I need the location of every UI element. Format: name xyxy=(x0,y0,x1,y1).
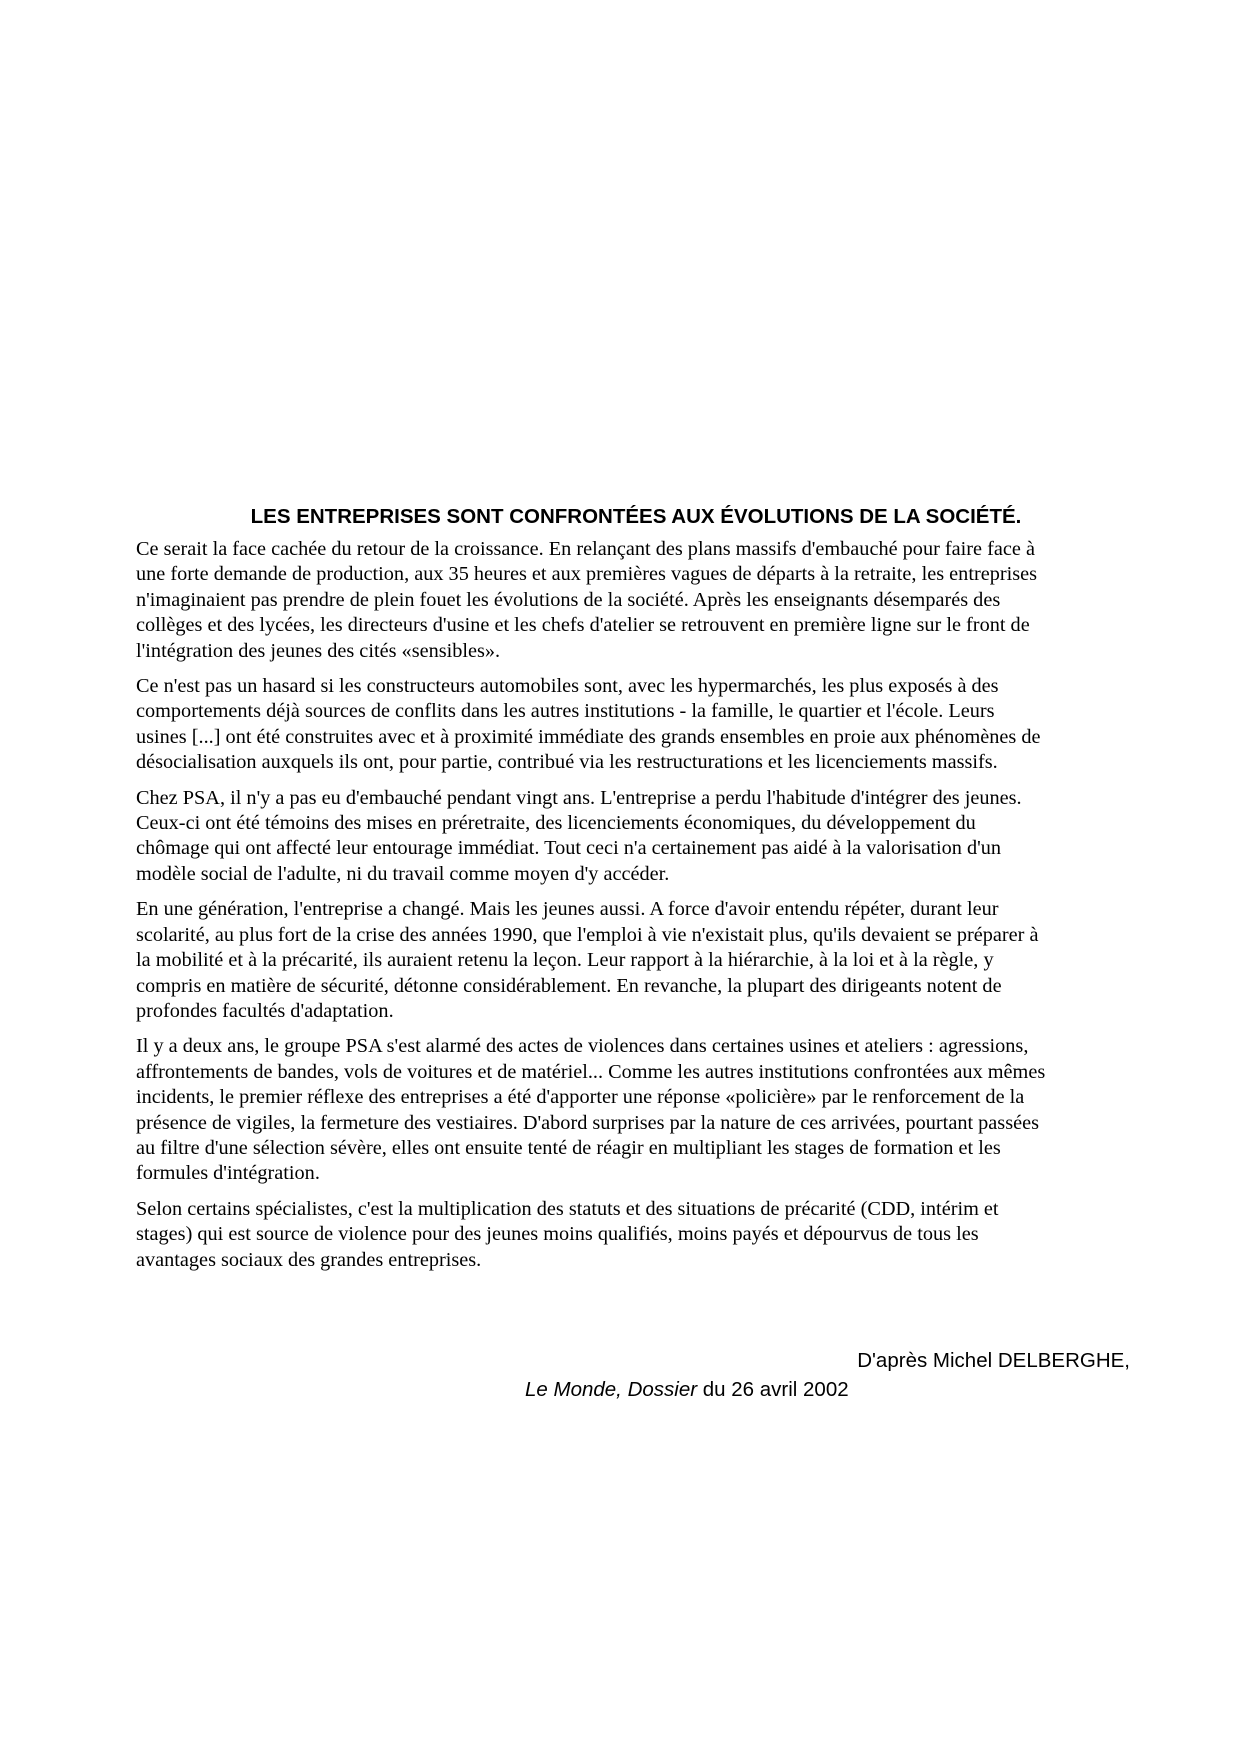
attribution-date: du 26 avril 2002 xyxy=(697,1378,849,1401)
document-body xyxy=(136,537,1046,1283)
attribution-author: D'après Michel DELBERGHE, xyxy=(857,1349,1130,1372)
attribution xyxy=(500,1346,1130,1404)
attribution-source-line xyxy=(500,1375,1130,1404)
paragraph-4: En une génération, l'entreprise a changé. Mais les jeunes aussi. A force d'avoir entendu répéter, durant leur scolarité, au plus fort de la crise des années 1990, que l'emploi à vie n'existait plus, qu'ils devaient se préparer à la mobilité et à la précarité, ils auraient retenu la leçon. Leur rapport à la hiérarchie, à la loi et à la règle, y compris en matière de sécurité, détonne considérablement. En revanche, la plupart des dirigeants notent de profondes facultés d'adaptation. xyxy=(136,898,1039,1022)
document-title: LES ENTREPRISES SONT CONFRONTÉES AUX ÉVOLUTIONS DE LA SOCIÉTÉ. xyxy=(250,505,1022,528)
paragraph-3: Chez PSA, il n'y a pas eu d'embauché pendant vingt ans. L'entreprise a perdu l'habitude d'intégrer des jeunes. Ceux-ci ont été témoins des mises en préretraite, des licenciements économiques, du développement du chômage qui ont affecté leur entourage immédiat. Tout ceci n'a certainement pas aidé à la valorisation d'un modèle social de l'adulte, ni du travail comme moyen d'y accéder. xyxy=(136,786,1022,885)
paragraph-1: Ce serait la face cachée du retour de la croissance. En relançant des plans massifs d'embauché pour faire face à une forte demande de production, aux 35 heures et aux premières vagues de départs à la retraite, les entreprises n'imaginaient pas prendre de plein fouet les évolutions de la société. Après les enseignants désemparés des collèges et des lycées, les directeurs d'usine et les chefs d'atelier se retrouvent en première ligne sur le front de l'intégration des jeunes des cités «sensibles». xyxy=(136,538,1038,662)
attribution-source: Le Monde, Dossier xyxy=(525,1378,698,1401)
paragraph-2: Ce n'est pas un hasard si les constructeurs automobiles sont, avec les hypermarchés, les plus exposés à des comportements déjà sources de conflits dans les autres institutions - la famille, le quartier et l'école. Leurs usines [...] ont été construites avec et à proximité immédiate des grands ensembles en proie aux phénomènes de désocialisation auxquels ils ont, pour partie, contribué via les restructurations et les licenciements massifs. xyxy=(136,675,1041,774)
paragraph-5: Il y a deux ans, le groupe PSA s'est alarmé des actes de violences dans certaines usines et ateliers : agressions, affrontements de bandes, vols de voitures et de matériel... Comme les autres institutions confrontées aux mêmes incidents, le premier réflexe des entreprises a été d'apporter une réponse «policière» par le renforcement de la présence de vigiles, la fermeture des vestiaires. D'abord surprises par la nature de ces arrivées, pourtant passées au filtre d'une sélection sévère, elles ont ensuite tenté de réagir en multipliant les stages de formation et les formules d'intégration. xyxy=(136,1035,1046,1185)
paragraph-6: Selon certains spécialistes, c'est la multiplication des statuts et des situations de précarité (CDD, intérim et stages) qui est source de violence pour des jeunes moins qualifiés, moins payés et dépourvus de tous les avantages sociaux des grandes entreprises. xyxy=(136,1197,999,1271)
